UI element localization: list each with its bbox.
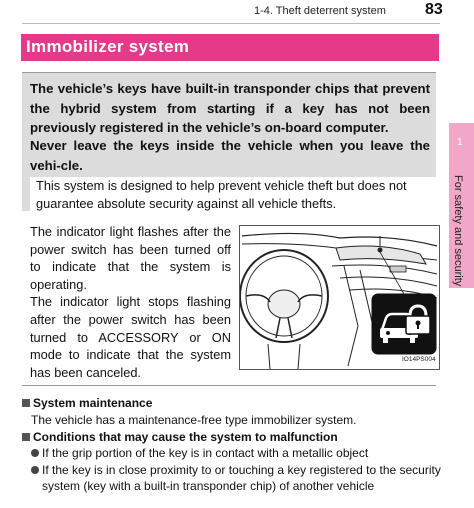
warning-paragraph-2: Never leave the keys inside the vehicle when you leave the vehi-cle. [30, 138, 430, 173]
maintenance-text: The vehicle has a maintenance-free type immobilizer system. [31, 413, 357, 427]
section-divider [22, 385, 436, 386]
square-bullet-icon [22, 399, 30, 407]
figure-code: IO14PS004 [402, 356, 436, 363]
side-tab [449, 123, 474, 288]
round-bullet-icon [31, 466, 39, 474]
warning-box [22, 72, 436, 211]
header-divider [22, 23, 440, 24]
maintenance-heading: System maintenance [22, 396, 152, 410]
body-paragraph-2: The indicator light stops flashing after the power switch has been turned to ACCESSORY or ON mode to indicate that the system has been canceled. [30, 294, 231, 380]
title-bar [21, 34, 439, 61]
conditions-heading: Conditions that may cause the system to malfunction [22, 430, 338, 444]
warning-paragraph-1: The vehicle’s keys have built-in transponder chips that prevent the hybrid system from starting if a key has not been previously registered in the vehicle’s on-board computer. [30, 81, 430, 135]
chapter-label: For safety and security [452, 175, 464, 287]
condition-item-2: If the key is in close proximity to or touching a key registered to the security system (key with a built-in transponder chip) of another vehicle [31, 463, 441, 494]
page-number: 83 [425, 1, 443, 18]
round-bullet-icon [31, 449, 39, 457]
warning-note: This system is designed to help prevent vehicle theft but does not guarantee absolute security against all vehicle thefts. [30, 177, 436, 212]
chapter-number: 1 [457, 137, 463, 148]
square-bullet-icon [22, 433, 30, 441]
body-text [30, 223, 231, 381]
page-title: Immobilizer system [26, 37, 190, 56]
body-paragraph-1: The indicator light flashes after the power switch has been turned off to indicate that the system is operating. [30, 224, 231, 292]
page-header [0, 0, 474, 22]
dashboard-illustration [239, 225, 440, 370]
condition-item-1: If the grip portion of the key is in contact with a metallic object [31, 446, 441, 462]
section-title: 1-4. Theft deterrent system [254, 5, 386, 17]
